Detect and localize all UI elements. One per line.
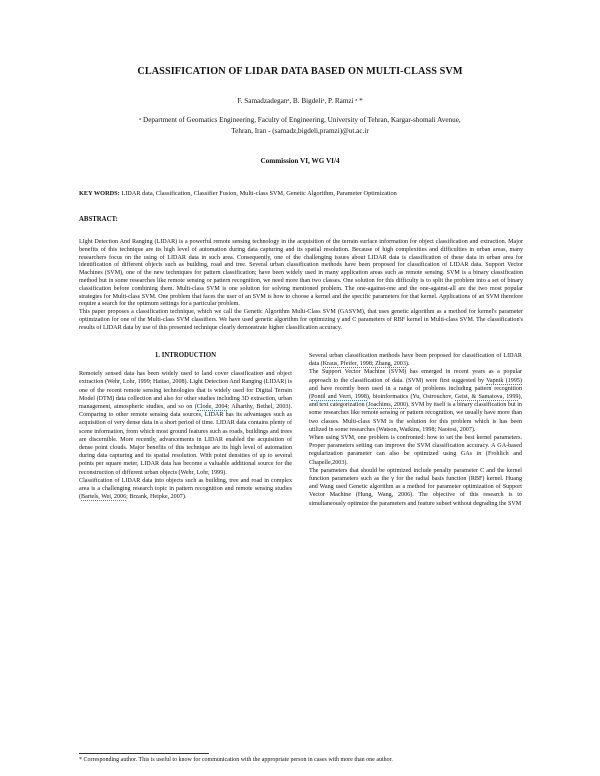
keywords-label: KEY WORDS:: [79, 190, 120, 197]
keywords: [79, 190, 539, 197]
keywords-list: LIDAR data, Classification, Classifier Fusion, Multi-class SVM, Genetic Algorithm, Parameter Optimization: [121, 190, 397, 197]
footnote-divider: [79, 753, 209, 754]
citation-link-joachims[interactable]: Joachims, 2000: [368, 402, 407, 409]
abstract-heading: ABSTRACT:: [79, 216, 118, 223]
right-text-2d: ), and text categorization (: [309, 394, 523, 409]
intro-text-1b: ; Alharthy, Bethel, 2003). Comparing to other remote sensing data sources, LIDAR has its advantages such as acquisition of very dense data in a short period of time. LIDAR data contains plenty of scene information, from which most ground features such as roads, buildings and trees are discernible. More recently, advancements in LIDAR enabled the acquisition of dense point clouds. Major benefits of this technique are its high level of automation during data capturing and its spatial resolution. With point densities of up to several points per square meter, LIDAR data has become a valuable additional source for the reconstruction of different urban objects (Wehr, Lohr, 1999).: [79, 404, 292, 476]
intro-text-1a: Remotely sensed data has been widely used to land cover classification and object extraction (Wehr, Lohr, 1999; Haitao, 2008). Light Detection And Ranging (LIDAR) is one of the recent remote sensing technologies that is widely used for Digital Terrain Model (DTM) data collection and also for other studies including 3D extraction, urban management, atmospheric studies, and so on (: [79, 371, 292, 411]
citation-link-vapnik[interactable]: Vapnik (1995): [486, 377, 522, 384]
citation-link-clode[interactable]: Clode, 2004: [196, 404, 228, 411]
citation-link-geist[interactable]: Geist, & Samatova, 1999: [454, 394, 519, 401]
right-paragraph-2: [309, 368, 522, 434]
right-text-2c: ), bioinformatics (Yu, Ostrouchov,: [366, 394, 455, 401]
right-paragraph-3: When using SVM, one problem is confronted: how to set the best kernel parameters. Proper parameters setting can improve the SVM classification accuracy. A GA-based regularization parameter can also be optimized using GAs in (Frohlich and Chapelle,2003).: [309, 435, 522, 466]
abstract: [79, 239, 523, 333]
citation-link-bartels[interactable]: Bartels, Wei, 2006: [81, 494, 127, 501]
intro-text-2b: ; Brzank, Heipke, 2007).: [126, 494, 187, 501]
citation-link-kraus[interactable]: Kraus, Pfeifer, 1998; Zhang, 2003: [322, 361, 406, 368]
right-column: [309, 352, 522, 508]
affiliation-line-1: ᵃ Department of Geomatics Engineering, Faculty of Engineering, University of Tehran, Kargar-shomali Avenue,: [139, 116, 461, 124]
affiliation-line-2: Tehran, Iran - (samadz,bigdeli,pramzi)@ut.ac.ir: [231, 126, 369, 135]
intro-text-2a: Classification of LIDAR data into objects such as building, tree and road in complex area is a challenging research topic in pattern recognition and remote sensing studies (: [79, 477, 292, 501]
right-text-2e: ). SVM by itself is a binary classification but in some researches like remote sensing or pattern recognition, we usually have more than two classes. Multi-class SVM is the solution for this problem which is has been utilized in some researches (Watson, Watkins, 1998; Naotosi, 2007).: [309, 402, 522, 433]
intro-paragraph-1: [79, 370, 292, 477]
right-paragraph-1: [309, 352, 522, 368]
right-text-2a: The Support Vector Machine (SVM) has emerged in recent years as a popular approach to the classification of data. (SVM) were first suggested by: [309, 369, 522, 384]
citation-link-pontil[interactable]: Pontil and Verri, 1998: [311, 394, 367, 401]
right-text-2b: and have recently been used in a range of problems including pattern recognition (: [309, 385, 522, 401]
abstract-paragraph-2: This paper proposes a classification technique, which we call the Genetic Algorithm Multi-Class SVM (GASVM), that uses genetic algorithm as a method for kernel's parameter optimization for one of the Multi-class SVM classifiers. We have used genetic algorithm for optimizing γ and C parameters of RBF kernel in Multi-class SVM. The classification's results of LIDAR data by use of this presented technique clearly demonstrate higher classification accuracy.: [79, 309, 523, 331]
authors: F. Samadzadeganᵃ, B. Bigdeliᵃ, P. Ramzi ᵃ *: [237, 97, 363, 105]
footnote: * Corresponding author. This is useful to know for communication with the appropriate person in cases with more than one author.: [79, 757, 393, 763]
abstract-paragraph-1: LIght Detection And Ranging (LIDAR) is a powerful remote sensing technology in the acquisition of the terrain surface information for object classification and extraction. Major benefits of this technique are its high level of automation during data capturing and its spatial resolution. Because of high complexities and difficulties in urban areas, many researchers focus on the using of LIDAR data in such area. Consequently, one of the challenging issues about LIDAR data is classification of these data in urban area for identification of different objects such as building, road and tree. Several urban classification methods have been proposed for classification of LIDAR data. Support Vector Machines (SVM), one of the new techniques for pattern classification; have been widely used in many application areas such as remote sensing. SVM is a binary classification method but in some researches like remote sensing or pattern recognition, we need more than two classes. One solution for this difficulty is to split the problem into a set of binary classification before combining them. Multi-class SVM is one solution for solving mentioned problem. The one-against-one and the one-against-all are the two most popular strategies for Multi-class SVM. One problem that faces the user of an SVM is how to choose a kernel and the specific parameters for that kernel. Applications of an SVM therefore require a search for the optimum settings for a particular problem.: [79, 239, 523, 308]
right-text-1b: ).: [405, 361, 410, 368]
right-text-1a: Several urban classification methods have been proposed for classification of LIDAR data (: [309, 353, 522, 368]
left-column: [79, 352, 292, 501]
intro-paragraph-2: [79, 477, 292, 502]
affiliation: [70, 115, 530, 136]
paper-title: CLASSIFICATION OF LIDAR DATA BASED ON MULTI-CLASS SVM: [137, 66, 463, 77]
commission: Commission VI, WG VI/4: [260, 157, 340, 165]
introduction-heading: 1. INTRODUCTION: [154, 352, 217, 359]
right-paragraph-4: The parameters that should be optimized include penalty parameter C and the kernel function parameters such as the γ for the radial basis function (RBF) kernel. Huang and Wang used Genetic algorithm as a method for parameter optimization of Support Vector Machine (Hung, Wang, 2006). The objective of this research is to simultaneously optimize the parameters and feature subset without degrading the SVM: [309, 467, 522, 507]
